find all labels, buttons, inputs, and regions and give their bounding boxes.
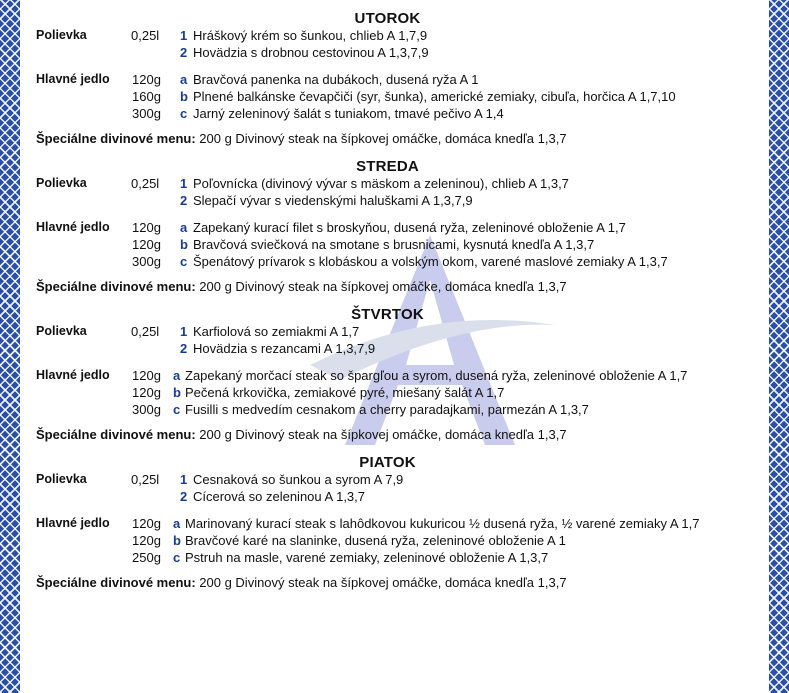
weekly-menu [36,10,759,591]
right-decorative-border [769,0,789,693]
item-index: c [180,106,188,121]
main-row [36,384,759,401]
main-item: Bravčová panenka na dubákoch, dusená ryža A 1 [193,72,479,87]
main-weight: 120g [132,237,161,252]
item-index: a [180,72,188,87]
day-title: UTOROK [354,10,421,27]
main-row [36,532,759,549]
item-index: 2 [180,193,188,208]
soup-row [36,471,759,488]
item-index: c [180,254,188,269]
special-text: 200 g Divinový steak na šípkovej omáčke, domáca knedľa 1,3,7 [195,131,567,146]
main-weight: 120g [132,385,161,400]
soup-row [36,192,759,209]
special-menu-line [36,426,759,443]
main-row [36,219,759,236]
main-item: Fusilli s medvedím cesnakom a cherry paradajkami, parmezán A 1,3,7 [185,402,589,417]
soup-row [36,488,759,505]
soup-item: Cesnaková so šunkou a syrom A 7,9 [193,472,404,487]
left-decorative-border [0,0,20,693]
special-label: Špeciálne divinové menu: [36,427,196,442]
soup-item: Poľovnícka (divinový vývar s mäskom a zeleninou), chlieb A 1,3,7 [193,176,569,191]
main-label: Hlavné jedlo [36,220,110,234]
item-index: 1 [180,324,188,339]
day-section [36,158,759,295]
main-item: Zapekaný morčací steak so špargľou a syrom, dusená ryža, zeleninové obloženie A 1,7 [185,368,688,383]
main-weight: 160g [132,89,161,104]
special-menu-line [36,130,759,147]
soup-row [36,175,759,192]
soup-portion: 0,25l [131,28,160,43]
item-index: 2 [180,45,188,60]
main-weight: 250g [132,550,161,565]
item-index: b [173,533,181,548]
item-index: b [180,89,188,104]
main-weight: 120g [132,516,161,531]
main-row [36,515,759,532]
special-text: 200 g Divinový steak na šípkovej omáčke, domáca knedľa 1,3,7 [195,575,567,590]
soup-item: Hovädzia s rezancami A 1,3,7,9 [193,341,376,356]
soup-label: Polievka [36,324,87,338]
item-index: b [173,385,181,400]
day-section [36,10,759,147]
main-item: Plnené balkánske čevapčiči (syr, šunka), americké zemiaky, cibuľa, horčica A 1,7,10 [193,89,676,104]
item-index: c [173,402,181,417]
main-item: Bravčové karé na slaninke, dusená ryža, zeleninové obloženie A 1 [185,533,566,548]
main-row [36,549,759,566]
main-label: Hlavné jedlo [36,368,110,382]
day-title: ŠTVRTOK [351,306,424,323]
main-item: Jarný zeleninový šalát s tuniakom, tmavé pečivo A 1,4 [193,106,504,121]
main-item: Bravčová sviečková na smotane s brusnicami, kysnutá knedľa A 1,3,7 [193,237,595,252]
item-index: a [180,220,188,235]
day-title: STREDA [356,158,419,175]
item-index: 1 [180,472,188,487]
soup-row [36,27,759,44]
day-section [36,306,759,443]
soup-row [36,323,759,340]
special-label: Špeciálne divinové menu: [36,279,196,294]
day-section [36,454,759,591]
special-menu-line [36,574,759,591]
main-row [36,88,759,105]
item-index: 2 [180,489,188,504]
soup-item: Karfiolová so zemiakmi A 1,7 [193,324,360,339]
soup-label: Polievka [36,472,87,486]
main-row [36,236,759,253]
special-label: Špeciálne divinové menu: [36,575,196,590]
main-item: Pstruh na masle, varené zemiaky, zeleninové obloženie A 1,3,7 [185,550,549,565]
main-weight: 120g [132,220,161,235]
main-item: Marinovaný kurací steak s lahôdkovou kukuricou ½ dusená ryža, ½ varené zemiaky A 1,7 [185,516,700,531]
item-index: a [173,516,181,531]
special-menu-line [36,278,759,295]
main-weight: 120g [132,72,161,87]
item-index: 2 [180,341,188,356]
soup-portion: 0,25l [131,324,160,339]
main-weight: 300g [132,402,161,417]
main-row [36,253,759,270]
special-text: 200 g Divinový steak na šípkovej omáčke, domáca knedľa 1,3,7 [195,279,567,294]
soup-item: Slepačí vývar s viedenskými haluškami A 1,3,7,9 [193,193,473,208]
main-row [36,401,759,418]
main-weight: 120g [132,368,161,383]
item-index: 1 [180,28,188,43]
main-item: Špenátový prívarok s klobáskou a volským okom, varené maslové zemiaky A 1,3,7 [193,254,668,269]
soup-item: Hráškový krém so šunkou, chlieb A 1,7,9 [193,28,428,43]
soup-item: Cícerová so zeleninou A 1,3,7 [193,489,366,504]
main-weight: 300g [132,106,161,121]
soup-label: Polievka [36,28,87,42]
day-title: PIATOK [359,454,416,471]
item-index: b [180,237,188,252]
main-label: Hlavné jedlo [36,72,110,86]
main-item: Pečená krkovička, zemiakové pyré, miešaný šalát A 1,7 [185,385,505,400]
soup-portion: 0,25l [131,176,160,191]
main-weight: 300g [132,254,161,269]
item-index: c [173,550,181,565]
main-row [36,71,759,88]
special-label: Špeciálne divinové menu: [36,131,196,146]
main-weight: 120g [132,533,161,548]
soup-row [36,44,759,61]
soup-item: Hovädzia s drobnou cestovinou A 1,3,7,9 [193,45,429,60]
soup-row [36,340,759,357]
special-text: 200 g Divinový steak na šípkovej omáčke, domáca knedľa 1,3,7 [195,427,567,442]
item-index: a [173,368,181,383]
main-item: Zapekaný kurací filet s broskyňou, dusená ryža, zeleninové obloženie A 1,7 [193,220,626,235]
main-row [36,105,759,122]
soup-portion: 0,25l [131,472,160,487]
item-index: 1 [180,176,188,191]
main-row [36,367,759,384]
soup-label: Polievka [36,176,87,190]
main-label: Hlavné jedlo [36,516,110,530]
